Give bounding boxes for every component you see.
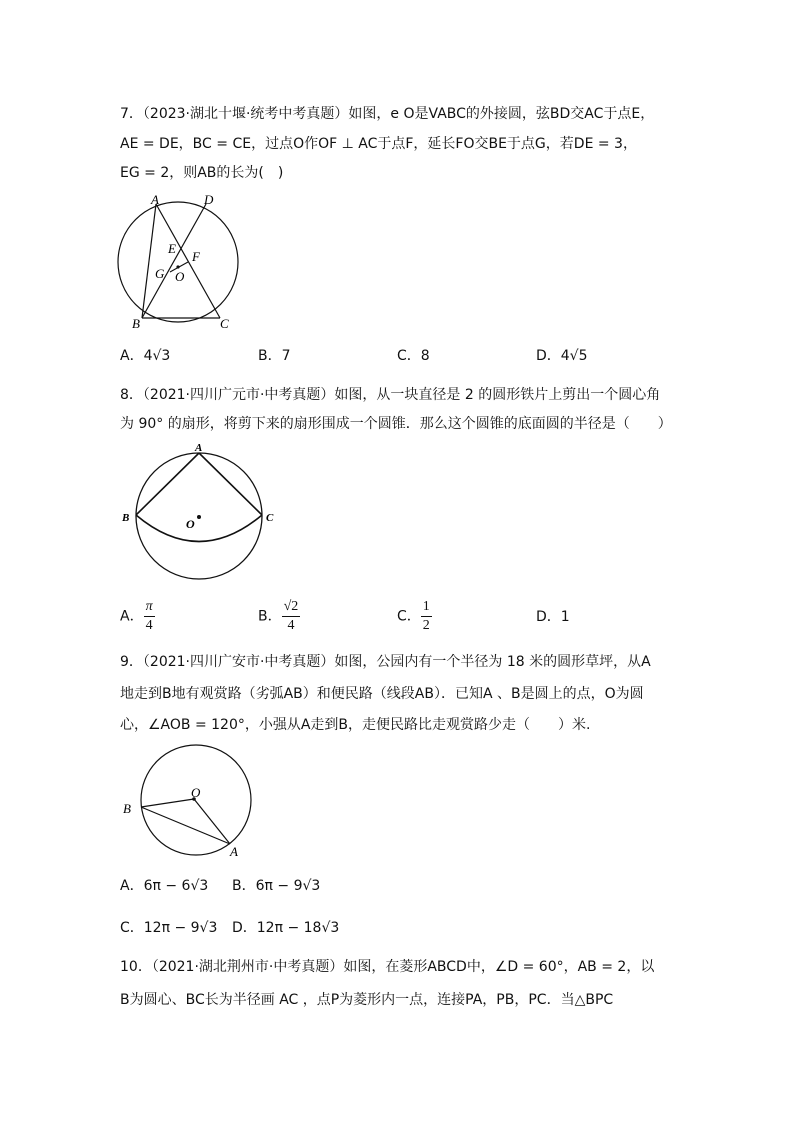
- q7-label-e: E: [168, 241, 176, 256]
- q9-figure: [118, 744, 258, 862]
- q7-option-a: A．4√3: [120, 348, 171, 364]
- q7-label-f: F: [192, 249, 200, 264]
- q7-chord-ab: [142, 204, 156, 318]
- q8-label-b: B: [122, 512, 130, 524]
- q8-label-c: C: [266, 512, 274, 524]
- q7-line-1: 7．（2023·湖北十堰·统考中考真题）如图，e O是VABC的外接圆，弦BD交AC于点E，: [120, 106, 655, 122]
- q7-label-g: G: [155, 266, 165, 281]
- q9-label-o: O: [191, 785, 201, 800]
- q8-line-1: 8．（2021·四川广元市·中考真题）如图，从一块直径是 2 的圆形铁片上剪出一个圆心角: [120, 387, 661, 403]
- q9-line-2: 地走到B地有观赏路（劣弧AB）和便民路（线段AB）．已知A 、B是圆上的点，O为圆: [120, 686, 644, 702]
- q8-option-b-prefix: B．: [258, 608, 282, 625]
- q7-line-2: AE = DE，BC = CE，过点O作OF ⊥ AC于点F，延长FO交BE于点G，若DE = 3，: [120, 136, 637, 152]
- q7-circle: [118, 202, 238, 322]
- q8-label-o: O: [186, 517, 195, 531]
- q7-label-a: A: [151, 192, 159, 207]
- q8-figure: [118, 438, 288, 596]
- q9-chord-ab: [141, 807, 230, 844]
- q9-option-d: D．12π − 18√3: [232, 920, 340, 936]
- q8-option-a-numerator: π: [144, 598, 155, 617]
- q7-label-c: C: [220, 316, 229, 331]
- q7-label-b: B: [132, 316, 140, 331]
- q8-option-d: D．1: [536, 609, 570, 625]
- q8-label-a: A: [195, 442, 203, 454]
- q8-center-dot: [197, 515, 201, 519]
- q9-label-b: B: [123, 801, 131, 816]
- q7-option-b: B．7: [258, 348, 291, 364]
- q9-radius-ob: [141, 799, 194, 807]
- q8-option-b-denominator: 4: [287, 618, 295, 633]
- q7-option-c: C．8: [397, 348, 430, 364]
- q9-radius-oa: [194, 799, 230, 844]
- q10-line-2: B为圆心、BC长为半径画 AC ，点P为菱形内一点，连接PA，PB，PC．当△BPC: [120, 992, 614, 1008]
- q9-option-b: B．6π − 9√3: [232, 878, 321, 894]
- q7-line-3: EG = 2，则AB的长为( ): [120, 165, 284, 181]
- q10-line-1: 10．（2021·湖北荆州市·中考真题）如图，在菱形ABCD中，∠D = 60°，AB = 2，以: [120, 959, 655, 975]
- q8-option-c: [397, 598, 432, 638]
- q9-option-a: A．6π − 6√3: [120, 878, 209, 894]
- q8-option-a-prefix: A．: [120, 608, 144, 625]
- q7-option-d: D．4√5: [536, 348, 588, 364]
- q8-option-a: [120, 598, 155, 638]
- q9-line-1: 9．（2021·四川广安市·中考真题）如图，公园内有一个半径为 18 米的圆形草坪，从A: [120, 654, 651, 670]
- q8-line-2: 为 90° 的扇形，将剪下来的扇形围成一个圆锥．那么这个圆锥的底面圆的半径是（ ）: [120, 416, 672, 432]
- q8-option-c-denominator: 2: [422, 618, 430, 633]
- q9-line-3: 心，∠AOB = 120°，小强从A走到B，走便民路比走观赏路少走（ ）米.: [120, 717, 591, 733]
- q8-option-b-numerator: √2: [282, 598, 301, 617]
- q9-option-c: C．12π − 9√3: [120, 920, 218, 936]
- q9-label-a: A: [230, 844, 238, 859]
- q7-chord-ac: [156, 204, 220, 318]
- q9-circle: [141, 745, 251, 855]
- q7-label-o: O: [175, 269, 185, 284]
- q8-option-a-denominator: 4: [145, 618, 153, 633]
- q8-option-b: [258, 598, 300, 638]
- q7-figure: [112, 190, 252, 335]
- q7-label-d: D: [204, 192, 214, 207]
- q8-option-c-numerator: 1: [421, 598, 432, 617]
- q8-option-c-prefix: C．: [397, 608, 421, 625]
